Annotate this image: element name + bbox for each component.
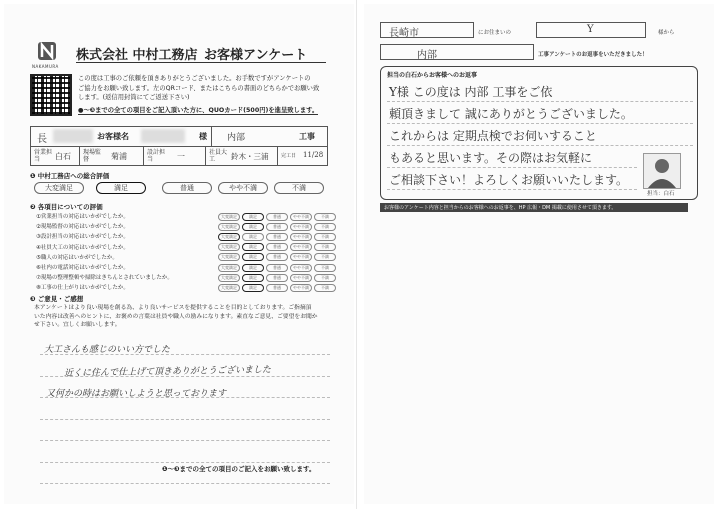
q2-rating-option[interactable]: 不満 <box>314 243 336 251</box>
q2-rating-option[interactable]: 普通 <box>266 274 288 282</box>
q2-rating-option[interactable]: 大変満足 <box>218 223 240 231</box>
reply-sheet <box>364 4 714 504</box>
q3-text-line: いた内容は改善へのヒントに、お褒めの言葉は社員や職人の励みになります。素直なご意見、ご要望をお聞か <box>34 313 318 320</box>
q2-item-label: ④社員大工の対応はいかがでしたか。 <box>36 244 129 251</box>
reply-rule <box>387 167 637 168</box>
q2-rating-option[interactable]: 不満 <box>314 274 336 282</box>
reply-line-3: これからは 定期点検でお伺いすること <box>389 129 597 143</box>
person-suffix: 様から <box>658 30 675 36</box>
cell-border <box>79 146 80 165</box>
reply-line-2: 頼頂きまして 誠にありがとうございました。 <box>389 107 633 121</box>
q2-rating-option[interactable]: 普通 <box>266 243 288 251</box>
comment-line-3: 又何かの時はお願いしようと思っております <box>46 389 227 399</box>
table-divider <box>31 146 327 147</box>
name-blur <box>53 129 93 143</box>
city-field <box>380 22 474 38</box>
name-blur-2 <box>141 129 185 143</box>
q1-option[interactable]: 普通 <box>162 182 212 194</box>
koji-label: 工事 <box>299 132 315 141</box>
q2-rating-option[interactable]: 満足 <box>242 213 264 221</box>
q2-rating-option[interactable]: やや不満 <box>290 233 312 241</box>
q2-rating-option[interactable]: やや不満 <box>290 253 312 261</box>
reply-line-5: ご相談下さい！よろしくお願いいたします。 <box>389 173 629 187</box>
carpenter-value: 鈴木・三浦 <box>231 152 269 161</box>
company-title: 株式会社 中村工務店 <box>76 48 198 63</box>
reply-line-4: もあると思います。その際はお気軽に <box>389 151 593 165</box>
logo-mark-icon <box>36 40 58 62</box>
q2-title: ❷ 各項目についての評価 <box>30 203 103 211</box>
cell-border <box>143 146 144 165</box>
location-value: 内部 <box>227 133 246 143</box>
site-value: 菊浦 <box>111 152 127 161</box>
fold-line <box>356 0 357 509</box>
q2-rating-option[interactable]: 大変満足 <box>218 284 240 292</box>
city-value: 長崎市 <box>389 28 419 39</box>
q2-item-label: ①営業担当の対応はいかがでしたか。 <box>36 214 129 220</box>
q2-rating-option[interactable]: 不満 <box>314 284 336 292</box>
q2-rating-option[interactable]: 普通 <box>266 253 288 261</box>
bottom-note: お客様のアンケート内容と担当からのお客様へのお返事を、HP 広報・DM 掲載に使用させて頂きます。 <box>380 203 688 212</box>
q3-title: ❸ ご意見・ご感想 <box>30 295 84 303</box>
survey-title: お客様アンケート <box>204 48 308 63</box>
intro-line: します。(返信用封筒にてご返送下さい) <box>78 94 190 101</box>
reply-rule <box>387 101 693 102</box>
q2-item-label: ②現場監督の対応はいかがでしたか。 <box>36 224 129 231</box>
reply-rule <box>387 145 693 146</box>
site-label: 現場監督 <box>83 149 102 163</box>
reply-box <box>380 66 698 200</box>
customer-label: お客様名 <box>97 132 129 141</box>
q2-rating-option[interactable]: 満足 <box>242 274 264 282</box>
q2-rating-option[interactable]: 普通 <box>266 223 288 231</box>
work-suffix: 工事アンケートのお返事をいただきました！ <box>538 52 648 58</box>
comment-line-2: 近くに住んで仕上げて頂きありがとうございました <box>63 365 272 379</box>
q2-item-label: ③設計担当の対応はいかがでしたか。 <box>36 234 129 241</box>
info-table <box>30 126 328 166</box>
q2-rating-option[interactable]: やや不満 <box>290 213 312 221</box>
survey-sheet <box>4 4 354 504</box>
q2-rating-option[interactable]: やや不満 <box>290 243 312 251</box>
intro-line: この度は工事のご依頼を頂きありがとうございました。お手数ですがアンケートの <box>78 75 311 82</box>
q2-rating-option[interactable]: 不満 <box>314 264 336 272</box>
cell-border <box>277 146 278 165</box>
name-suffix: 様 <box>199 132 207 141</box>
complete-label: 完工日 <box>281 153 297 159</box>
carpenter-label: 社員大工 <box>209 149 228 163</box>
q2-rating-option[interactable]: 普通 <box>266 213 288 221</box>
q2-rating-option[interactable]: 不満 <box>314 223 336 231</box>
q1-option[interactable]: 満足 <box>96 182 146 194</box>
q2-rating-option[interactable]: 普通 <box>266 233 288 241</box>
q2-rating-option[interactable]: 不満 <box>314 253 336 261</box>
q2-rating-option[interactable]: 満足 <box>242 253 264 261</box>
person-value: Y <box>587 24 594 35</box>
comment-rule <box>40 462 330 463</box>
complete-value: 11/28 <box>303 151 324 159</box>
q2-rating-option[interactable]: 普通 <box>266 264 288 272</box>
sales-label: 営業担当 <box>34 149 53 163</box>
city-suffix: にお住まいの <box>478 30 512 36</box>
logo-text: NAKAMURA <box>32 64 59 69</box>
q1-option[interactable]: やや不満 <box>218 182 268 194</box>
q2-rating-option[interactable]: 大変満足 <box>218 213 240 221</box>
reply-rule <box>387 189 637 190</box>
comment-rule <box>40 419 330 420</box>
q2-rating-option[interactable]: やや不満 <box>290 284 312 292</box>
q2-rating-option[interactable]: 満足 <box>242 284 264 292</box>
comment-line-1: 大工さんも感じのいい方でした <box>44 345 171 355</box>
q2-rating-option[interactable]: 大変満足 <box>218 243 240 251</box>
quo-note: ●～❸までの全ての項目をご記入頂いた方に、QUOカード(500円)を進呈致します。 <box>78 107 319 114</box>
cell-border <box>205 146 206 165</box>
q2-item-label: ⑤職人の対応はいかがでしたか。 <box>36 254 118 261</box>
q2-item-label: ⑧工事の仕上がりはいかがでしたか。 <box>36 285 129 292</box>
work-value: 内部 <box>417 50 437 61</box>
q3-text-line: 本アンケートはより良い現場を創る為、より良いサービスを提供することを目的としております。ご指摘頂 <box>34 305 312 311</box>
title-underline <box>76 62 326 63</box>
sales-value: 白石 <box>55 152 71 161</box>
q2-rating-option[interactable]: 大変満足 <box>218 233 240 241</box>
comment-rule <box>40 440 330 441</box>
reply-line-1: Y様 この度は 内部 工事をご依 <box>389 85 553 99</box>
q2-rating-option[interactable]: 大変満足 <box>218 274 240 282</box>
q2-rating-option[interactable]: 不満 <box>314 233 336 241</box>
q3-text-line: せ下さい。宜しくお願いします。 <box>34 322 121 328</box>
q2-item-label: ⑥社内の電話対応はいかがでしたか。 <box>36 265 129 271</box>
footer-note: ❶～❸までの全ての項目のご記入をお願い致します。 <box>162 465 316 473</box>
staff-photo <box>643 153 681 189</box>
cell-border <box>211 127 212 146</box>
q2-rating-option[interactable]: 満足 <box>242 223 264 231</box>
q1-title: ❶ 中村工務店への総合評価 <box>30 172 110 180</box>
reply-title: 担当の白石からお客様へのお返事 <box>387 72 478 79</box>
design-label: 設計担当 <box>147 149 166 163</box>
q2-rating-option[interactable]: 大変満足 <box>218 253 240 261</box>
q2-item-label: ⑦現場の整理整頓や掃除はきちんとされていましたか。 <box>36 275 173 282</box>
q3-text <box>34 304 334 330</box>
comment-rule <box>40 483 330 484</box>
q2-rating-option[interactable]: 普通 <box>266 284 288 292</box>
q2-rating-option[interactable]: 満足 <box>242 233 264 241</box>
q2-rating-option[interactable]: やや不満 <box>290 274 312 282</box>
customer-name-value: 長 <box>37 134 47 145</box>
q1-option[interactable]: 大変満足 <box>34 182 84 194</box>
design-value: 一 <box>177 152 185 161</box>
qr-code[interactable] <box>30 74 72 116</box>
q2-rating-option[interactable]: やや不満 <box>290 264 312 272</box>
q2-rating-option[interactable]: やや不満 <box>290 223 312 231</box>
intro-text <box>78 74 340 103</box>
q1-option[interactable]: 不満 <box>274 182 324 194</box>
person-field <box>536 22 646 38</box>
intro-line: ご協力をお願い致します。左のQRコード、またはこちらの書面のどちらかでお願い致 <box>78 84 320 92</box>
reply-rule <box>387 123 693 124</box>
staff-label: 担当：白石 <box>647 191 675 197</box>
q2-rating-option[interactable]: 満足 <box>242 243 264 251</box>
q2-rating-option[interactable]: 大変満足 <box>218 264 240 272</box>
staff-avatar-icon <box>644 154 680 188</box>
q2-rating-option[interactable]: 満足 <box>242 264 264 272</box>
company-logo <box>36 40 58 62</box>
work-field <box>380 44 534 60</box>
q2-rating-option[interactable]: 不満 <box>314 213 336 221</box>
